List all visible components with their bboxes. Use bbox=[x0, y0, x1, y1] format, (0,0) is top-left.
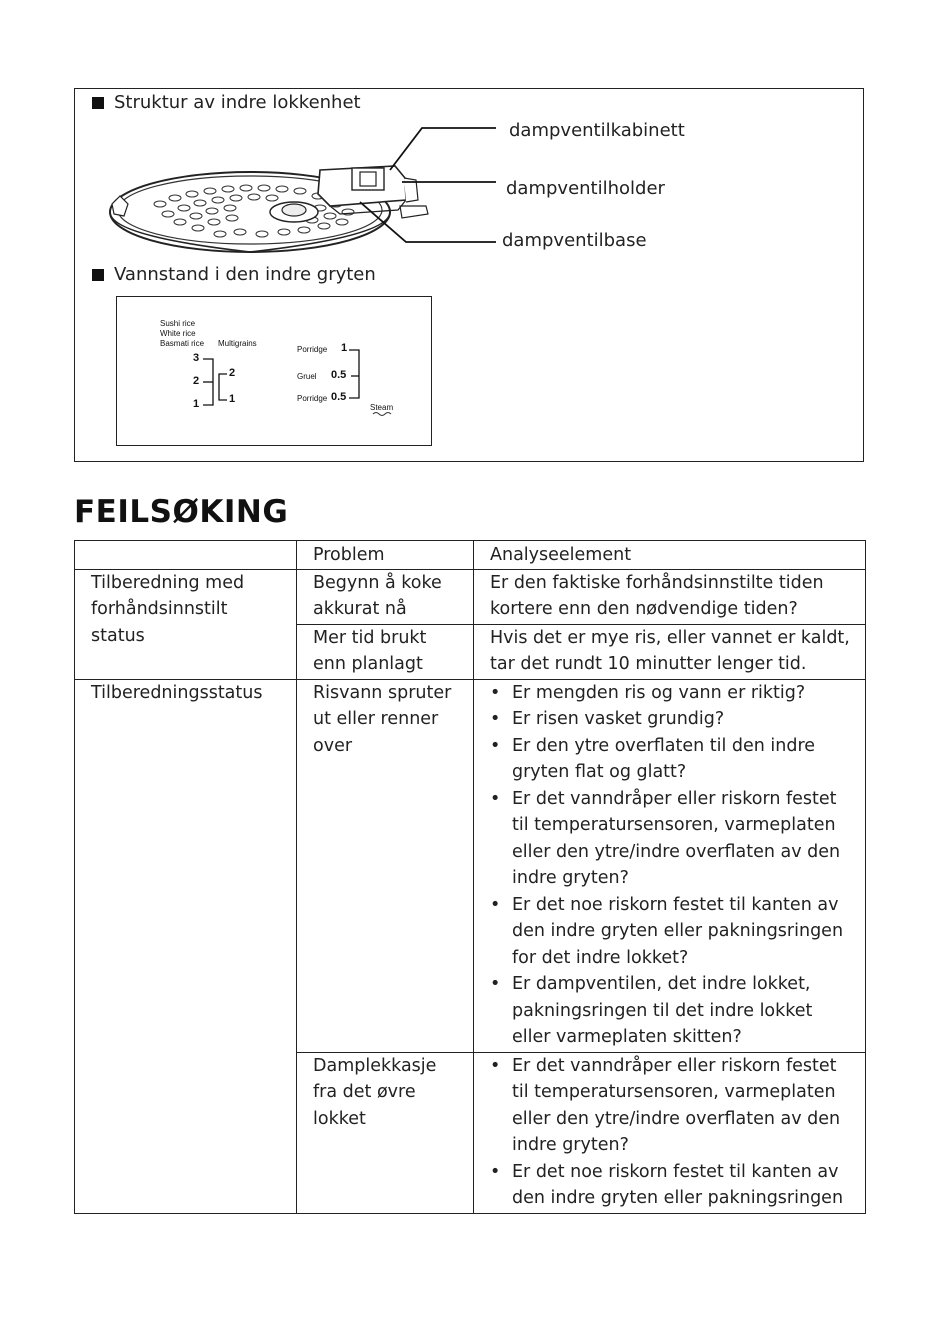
list-item: • Er mengden ris og vann er riktig? bbox=[490, 680, 855, 707]
list-item: • Er det vanndråper eller riskorn festet til temperatursensoren, varmeplaten eller den ytre/indre overflaten av den indre gryten? bbox=[490, 1053, 855, 1159]
rice-mark-2: 2 bbox=[193, 375, 200, 387]
rice-mark-1: 1 bbox=[193, 398, 200, 410]
level-marks-graphic bbox=[117, 297, 433, 447]
rice-type-basmati: Basmati rice bbox=[160, 339, 205, 348]
callout-valve-cabinet: dampventilkabinett bbox=[509, 120, 685, 141]
analysis-cell: Hvis det er mye ris, eller vannet er kaldt, tar det rundt 10 minutter lenger tid. bbox=[474, 624, 866, 679]
table-header-row bbox=[75, 541, 866, 570]
porridge-bottom-value: 0.5 bbox=[331, 391, 347, 403]
multigrain-mark-2: 2 bbox=[229, 367, 236, 379]
header-analysis: Analyseelement bbox=[474, 541, 866, 570]
structure-heading-text: Struktur av indre lokkenhet bbox=[114, 92, 361, 113]
list-item: • Er det noe riskorn festet til kanten av den indre gryten eller pakningsringen for det indre lokket? bbox=[490, 892, 855, 972]
analysis-cell: Er den faktiske forhåndsinnstilte tiden kortere enn den nødvendige tiden? bbox=[474, 569, 866, 624]
table-row bbox=[75, 679, 866, 1052]
callout-valve-holder: dampventilholder bbox=[506, 178, 665, 199]
list-item: • Er dampventilen, det indre lokket, pakningsringen til det indre lokket eller varmeplaten skitten? bbox=[490, 971, 855, 1051]
multigrain-mark-1: 1 bbox=[229, 393, 236, 405]
steam-label: Steam bbox=[370, 403, 394, 412]
callout-valve-base: dampventilbase bbox=[502, 230, 647, 251]
water-heading bbox=[92, 264, 376, 285]
problem-cell: Damplekkasje fra det øvre lokket bbox=[297, 1052, 474, 1213]
category-cell: Tilberedningsstatus bbox=[75, 679, 297, 1213]
gruel-value: 0.5 bbox=[331, 369, 347, 381]
square-bullet-icon bbox=[92, 269, 104, 281]
analysis-cell bbox=[474, 679, 866, 1052]
rice-type-white: White rice bbox=[160, 329, 196, 338]
section-title: FEILSØKING bbox=[74, 494, 289, 530]
gruel-label: Gruel bbox=[297, 372, 317, 381]
list-item: • Er det vanndråper eller riskorn festet til temperatursensoren, varmeplaten eller den ytre/indre overflaten av den indre gryten? bbox=[490, 786, 855, 892]
troubleshooting-table bbox=[74, 540, 866, 1214]
problem-cell: Risvann spruter ut eller renner over bbox=[297, 679, 474, 1052]
list-item: • Er den ytre overflaten til den indre gryten flat og glatt? bbox=[490, 733, 855, 786]
header-problem: Problem bbox=[297, 541, 474, 570]
analysis-list bbox=[490, 680, 855, 1051]
water-level-panel bbox=[116, 296, 432, 446]
table-row bbox=[75, 569, 866, 624]
category-cell: Tilberedning med forhåndsinnstilt status bbox=[75, 569, 297, 679]
porridge-top-value: 1 bbox=[341, 342, 348, 354]
analysis-cell bbox=[474, 1052, 866, 1213]
rice-type-sushi: Sushi rice bbox=[160, 319, 196, 328]
porridge-top-label: Porridge bbox=[297, 345, 328, 354]
list-item: • Er det noe riskorn festet til kanten av den indre gryten eller pakningsringen bbox=[490, 1159, 855, 1212]
problem-cell: Mer tid brukt enn planlagt bbox=[297, 624, 474, 679]
rice-mark-3: 3 bbox=[193, 352, 200, 364]
header-category bbox=[75, 541, 297, 570]
analysis-list bbox=[490, 1053, 855, 1212]
problem-cell: Begynn å koke akkurat nå bbox=[297, 569, 474, 624]
list-item: • Er risen vasket grundig? bbox=[490, 706, 855, 733]
multigrains-label: Multigrains bbox=[218, 339, 257, 348]
porridge-bottom-label: Porridge bbox=[297, 394, 328, 403]
water-heading-text: Vannstand i den indre gryten bbox=[114, 264, 376, 285]
